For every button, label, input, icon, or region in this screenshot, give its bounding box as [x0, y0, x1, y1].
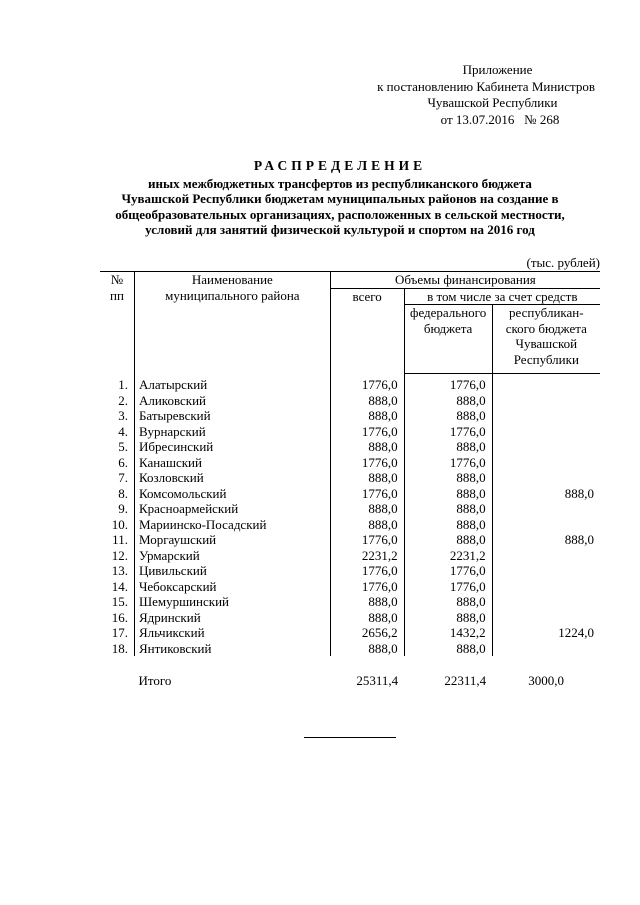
appendix-line: Чувашской Республики — [427, 95, 558, 110]
row-number: 14. — [100, 579, 134, 595]
row-federal: 888,0 — [404, 393, 492, 409]
row-federal: 1776,0 — [404, 424, 492, 440]
row-number: 8. — [100, 486, 134, 502]
row-total: 2231,2 — [330, 548, 404, 564]
header-federal — [404, 305, 492, 374]
row-number: 3. — [100, 408, 134, 424]
header-name-line: муниципального района — [165, 287, 300, 303]
title-line: иных межбюджетных трансфертов из республиканского бюджета — [148, 175, 532, 191]
row-republic — [492, 439, 600, 455]
row-federal: 888,0 — [404, 470, 492, 486]
header-republic-line: республикан- — [509, 305, 584, 320]
document-title — [80, 158, 600, 238]
table-row — [100, 501, 600, 517]
row-federal: 888,0 — [404, 501, 492, 517]
row-republic — [492, 408, 600, 424]
table-row — [100, 424, 600, 440]
row-total: 1776,0 — [330, 579, 404, 595]
row-number: 4. — [100, 424, 134, 440]
footer-divider — [304, 737, 396, 738]
row-republic — [492, 374, 600, 393]
row-federal: 888,0 — [404, 594, 492, 610]
row-republic: 1224,0 — [558, 625, 594, 640]
row-district-name: Мариинско-Посадский — [134, 517, 330, 533]
row-federal: 1776,0 — [404, 455, 492, 471]
row-number: 17. — [100, 625, 134, 641]
row-number: 15. — [100, 594, 134, 610]
header-republic-line: ского бюджета — [505, 320, 587, 336]
header-num — [100, 272, 134, 374]
header-republic-line: Республики — [513, 351, 579, 367]
row-total: 1776,0 — [330, 455, 404, 471]
row-district-name: Вурнарский — [134, 424, 330, 440]
table-row — [100, 610, 600, 626]
header-total: всего — [330, 288, 404, 374]
row-total: 888,0 — [330, 393, 404, 409]
row-district-name: Батыревский — [134, 408, 330, 424]
header-republic-line: Чувашской — [515, 336, 578, 351]
header-name — [134, 272, 330, 374]
totals-republic: 3000,0 — [528, 673, 564, 688]
appendix-line: от 13.07.2016 № 268 — [440, 111, 560, 127]
row-district-name: Яльчикский — [134, 625, 330, 641]
distribution-table — [100, 271, 600, 689]
header-num-line: № — [110, 272, 124, 287]
row-district-name: Чебоксарский — [134, 579, 330, 595]
table-body — [100, 374, 600, 657]
row-republic — [492, 393, 600, 409]
table-row — [100, 470, 600, 486]
row-federal: 888,0 — [404, 610, 492, 626]
table-row — [100, 563, 600, 579]
row-federal: 888,0 — [404, 641, 492, 657]
row-republic — [492, 610, 600, 626]
row-total: 888,0 — [330, 610, 404, 626]
row-district-name: Шемуршинский — [134, 594, 330, 610]
title-line: общеобразовательных организациях, расположенных в сельской местности, — [115, 206, 565, 222]
row-total: 888,0 — [330, 594, 404, 610]
row-number: 9. — [100, 501, 134, 517]
row-district-name: Ядринский — [134, 610, 330, 626]
row-federal: 888,0 — [404, 517, 492, 533]
row-total: 888,0 — [330, 517, 404, 533]
row-federal: 1776,0 — [404, 563, 492, 579]
row-total: 2656,2 — [330, 625, 404, 641]
totals-num — [100, 656, 134, 689]
row-federal: 1776,0 — [404, 579, 492, 595]
row-number: 1. — [100, 374, 134, 393]
table-row — [100, 579, 600, 595]
row-number: 6. — [100, 455, 134, 471]
row-total: 888,0 — [330, 439, 404, 455]
row-federal: 1776,0 — [404, 374, 492, 393]
totals-total: 25311,4 — [356, 673, 399, 688]
table-row — [100, 625, 600, 641]
row-number: 18. — [100, 641, 134, 657]
title-line: Чувашской Республики бюджетам муниципальных районов на создание в — [121, 191, 559, 206]
header-name-line: Наименование — [191, 272, 273, 287]
row-federal: 888,0 — [404, 532, 492, 548]
row-district-name: Алатырский — [134, 374, 330, 393]
header-including: в том числе за счет средств — [404, 288, 600, 305]
header-republic — [492, 305, 600, 374]
row-republic — [492, 424, 600, 440]
row-total: 1776,0 — [330, 374, 404, 393]
row-republic — [492, 501, 600, 517]
row-number: 12. — [100, 548, 134, 564]
row-number: 2. — [100, 393, 134, 409]
row-federal: 1432,2 — [404, 625, 492, 641]
table-row — [100, 374, 600, 393]
totals-row — [100, 656, 600, 689]
row-district-name: Цивильский — [134, 563, 330, 579]
table-row — [100, 393, 600, 409]
appendix-line: Приложение — [462, 62, 533, 77]
table-row — [100, 486, 600, 502]
row-number: 16. — [100, 610, 134, 626]
row-district-name: Красноармейский — [134, 501, 330, 517]
row-federal: 888,0 — [404, 439, 492, 455]
header-federal-line: бюджета — [423, 320, 473, 336]
row-total: 1776,0 — [330, 486, 404, 502]
row-republic — [492, 641, 600, 657]
unit-label: (тыс. рублей) — [526, 255, 600, 270]
row-republic — [492, 517, 600, 533]
row-federal: 888,0 — [404, 408, 492, 424]
row-total: 888,0 — [330, 641, 404, 657]
table-row — [100, 532, 600, 548]
row-total: 1776,0 — [330, 532, 404, 548]
row-district-name: Моргаушский — [134, 532, 330, 548]
row-republic — [492, 563, 600, 579]
totals-label: Итого — [138, 673, 172, 688]
row-republic: 888,0 — [564, 485, 594, 501]
header-funding: Объемы финансирования — [330, 272, 600, 289]
row-number: 7. — [100, 470, 134, 486]
table-row — [100, 408, 600, 424]
row-number: 13. — [100, 563, 134, 579]
header-num-line: пп — [110, 287, 124, 303]
row-district-name: Козловский — [134, 470, 330, 486]
header-federal-line: федерального — [410, 305, 487, 320]
row-district-name: Янтиковский — [134, 641, 330, 657]
appendix-header — [330, 62, 595, 128]
title-line: условий для занятий физической культурой и спортом на 2016 год — [145, 222, 535, 237]
row-total: 888,0 — [330, 470, 404, 486]
row-federal: 888,0 — [404, 486, 492, 502]
row-total: 1776,0 — [330, 424, 404, 440]
table-row — [100, 517, 600, 533]
appendix-line: к постановлению Кабинета Министров — [377, 78, 595, 94]
table-row — [100, 641, 600, 657]
row-total: 888,0 — [330, 408, 404, 424]
totals-federal: 22311,4 — [444, 673, 487, 688]
row-republic — [492, 548, 600, 564]
row-republic — [492, 579, 600, 595]
row-republic: 888,0 — [564, 532, 594, 547]
row-number: 10. — [100, 517, 134, 533]
row-total: 888,0 — [330, 501, 404, 517]
row-republic — [492, 594, 600, 610]
row-republic — [492, 455, 600, 471]
row-republic — [492, 470, 600, 486]
title-main: РАСПРЕДЕЛЕНИЕ — [253, 158, 427, 173]
row-district-name: Аликовский — [134, 393, 330, 409]
row-total: 1776,0 — [330, 563, 404, 579]
row-district-name: Урмарский — [134, 548, 330, 564]
table-row — [100, 594, 600, 610]
row-number: 5. — [100, 439, 134, 455]
row-federal: 2231,2 — [404, 548, 492, 564]
row-district-name: Комсомольский — [134, 486, 330, 502]
row-district-name: Ибресинский — [134, 439, 330, 455]
row-district-name: Канашский — [134, 455, 330, 471]
row-number: 11. — [100, 532, 134, 548]
table-row — [100, 439, 600, 455]
table-row — [100, 455, 600, 471]
table-row — [100, 548, 600, 564]
